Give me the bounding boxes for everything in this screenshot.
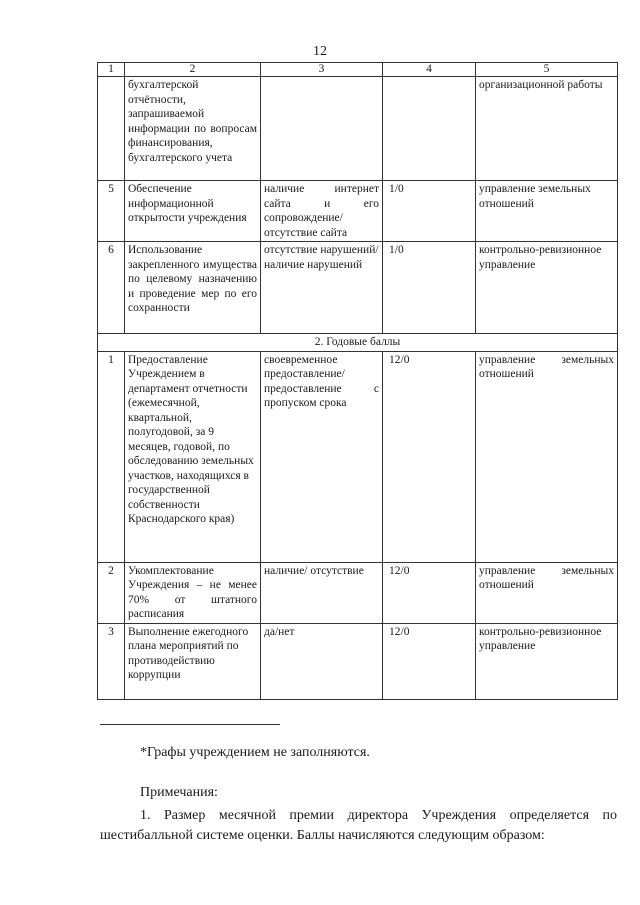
table-row <box>98 562 618 623</box>
column-header: 2 <box>125 63 261 77</box>
row-number: 2 <box>98 562 125 623</box>
table-row <box>98 181 618 242</box>
responsible-cell: контрольно-ревизионное управление <box>476 623 618 699</box>
section-row <box>98 334 618 352</box>
row-number: 5 <box>98 181 125 242</box>
indicator-cell: наличие/ отсутствие <box>261 562 383 623</box>
criterion-cell: Предоставление Учреждением в департамент отчетности (ежемесячной, квартальной, полугодовой, за 9 месяцев, годовой, по обследованию земельных участков, находящихся в государственной собственности Краснодарского края) <box>125 351 261 562</box>
score-cell: 12/0 <box>383 351 476 562</box>
notes-title: Примечания: <box>140 785 218 800</box>
responsible-cell: контрольно-ревизионное управление <box>476 242 618 334</box>
responsible-cell: управление земельных отношений <box>476 562 618 623</box>
responsible-cell: управление земельных отношений <box>476 181 618 242</box>
table-row <box>98 242 618 334</box>
score-cell: 1/0 <box>383 181 476 242</box>
note-item: 1. Размер месячной премии директора Учреждения определяется по шестибалльной системе оценки. Баллы начисляются следующим образом: <box>100 808 617 843</box>
footnote: *Графы учреждением не заполняются. <box>140 745 370 760</box>
score-cell <box>383 77 476 181</box>
score-cell: 1/0 <box>383 242 476 334</box>
row-number <box>98 77 125 181</box>
criteria-table <box>97 62 618 700</box>
criterion-cell: Обеспечение информационной открытости учреждения <box>125 181 261 242</box>
footnote-divider <box>100 724 280 725</box>
column-header: 3 <box>261 63 383 77</box>
table-row <box>98 351 618 562</box>
column-header: 5 <box>476 63 618 77</box>
column-header: 4 <box>383 63 476 77</box>
score-cell: 12/0 <box>383 623 476 699</box>
page-number: 12 <box>313 44 327 59</box>
indicator-cell: своевременное предоставление/ предоставление с пропуском срока <box>261 351 383 562</box>
score-cell: 12/0 <box>383 562 476 623</box>
row-number: 6 <box>98 242 125 334</box>
indicator-cell: отсутствие нарушений/ наличие нарушений <box>261 242 383 334</box>
table-row <box>98 77 618 181</box>
indicator-cell <box>261 77 383 181</box>
criterion-cell: Использование закрепленного имущества по целевому назначению и проведение мер по его сохранности <box>125 242 261 334</box>
column-header: 1 <box>98 63 125 77</box>
criterion-cell: Укомплектование Учреждения – не менее 70% от штатного расписания <box>125 562 261 623</box>
criterion-cell: бухгалтерской отчётности, запрашиваемой информации по вопросам финансирования, бухгалтерского учета <box>125 77 261 181</box>
row-number: 1 <box>98 351 125 562</box>
row-number: 3 <box>98 623 125 699</box>
indicator-cell: наличие интернет сайта и его сопровождение/ отсутствие сайта <box>261 181 383 242</box>
criterion-cell: Выполнение ежегодного плана мероприятий по противодействию коррупции <box>125 623 261 699</box>
responsible-cell: организационной работы <box>476 77 618 181</box>
indicator-cell: да/нет <box>261 623 383 699</box>
table-header-row <box>98 63 618 77</box>
responsible-cell: управление земельных отношений <box>476 351 618 562</box>
section-title: 2. Годовые баллы <box>98 334 618 352</box>
table-row <box>98 623 618 699</box>
